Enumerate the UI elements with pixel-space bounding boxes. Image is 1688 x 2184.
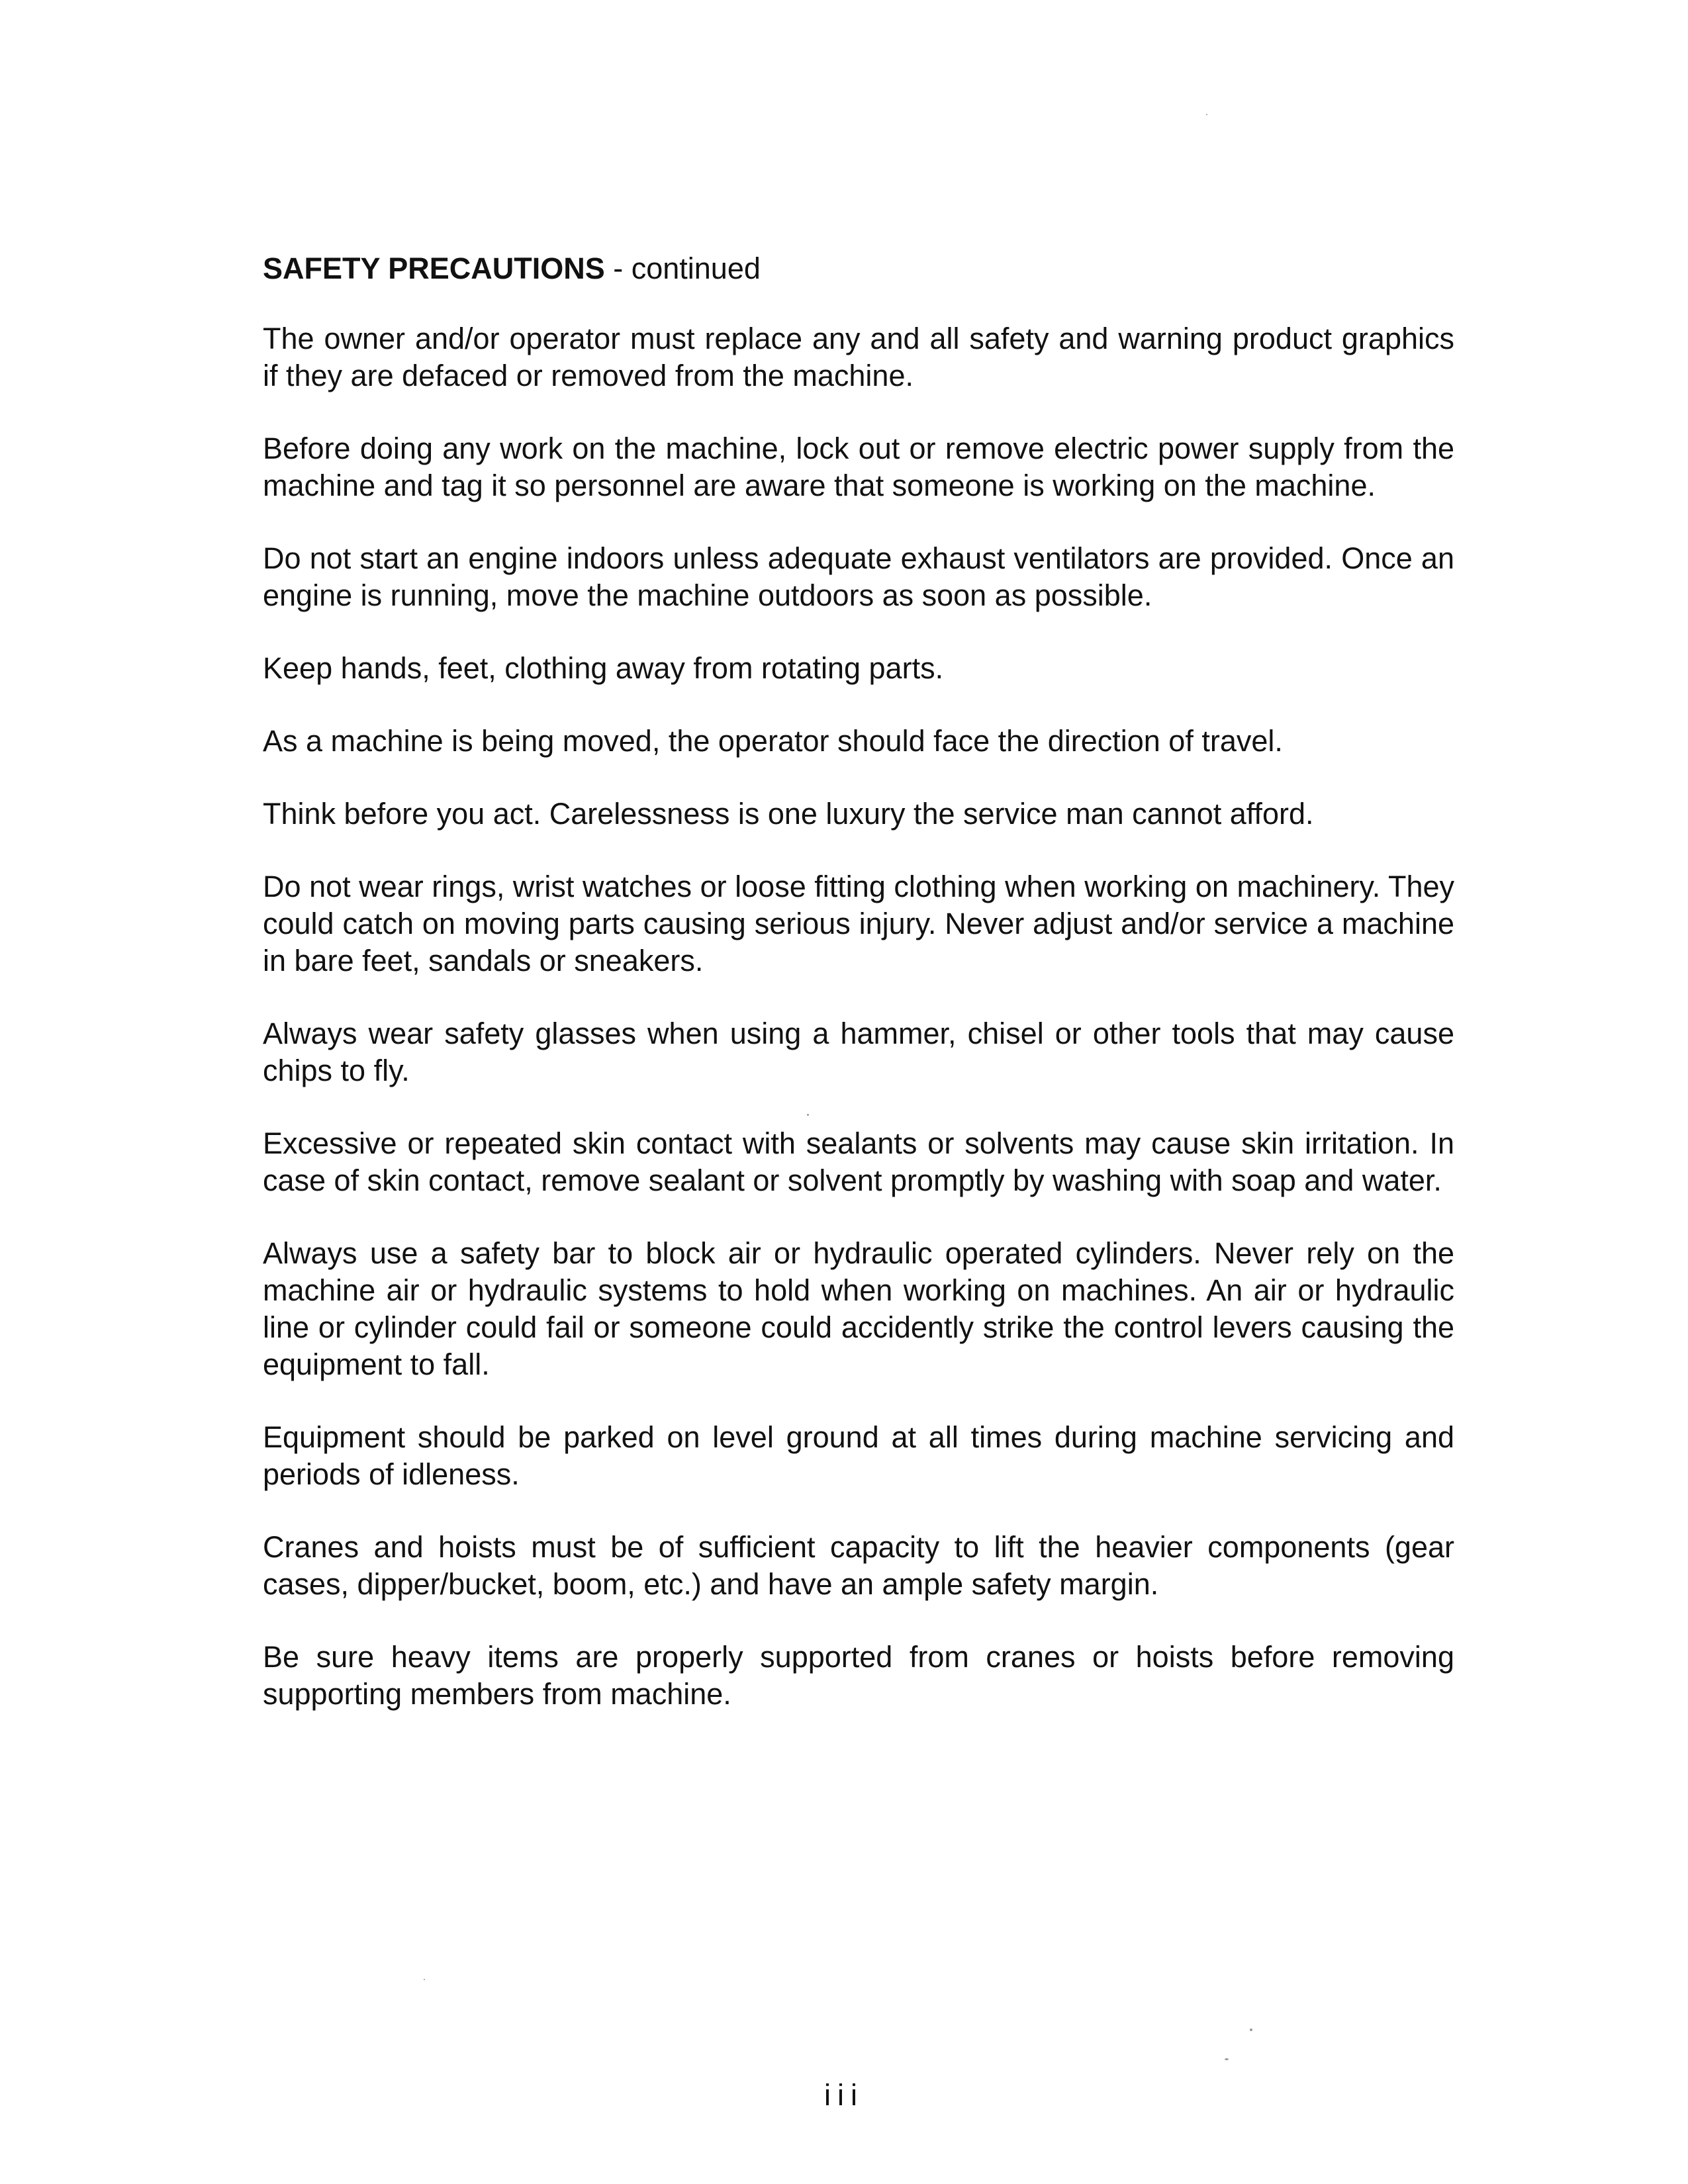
paragraph-direction-of-travel: As a machine is being moved, the operator should face the direction of travel. bbox=[263, 724, 1283, 758]
scan-speck bbox=[1225, 2058, 1229, 2060]
paragraph-graphics: The owner and/or operator must replace any and all safety and warning product graphics if they are defaced or removed from the machine. bbox=[263, 322, 1454, 392]
paragraph-heavy-items: Be sure heavy items are properly supported from cranes or hoists before removing supporting members from machine. bbox=[263, 1640, 1454, 1711]
section-title: SAFETY PRECAUTIONS bbox=[263, 251, 605, 285]
paragraph-level-ground: Equipment should be parked on level ground at all times during machine servicing and periods of idleness. bbox=[263, 1420, 1454, 1491]
paragraph-safety-glasses: Always wear safety glasses when using a hammer, chisel or other tools that may cause chips to fly. bbox=[263, 1017, 1454, 1087]
paragraph-safety-bar: Always use a safety bar to block air or hydraulic operated cylinders. Never rely on the machine air or hydraulic systems to hold when working on machines. An air or hydraulic line or cylinder could fail or someone could accidently strike the control levers causing the equipment to fall. bbox=[263, 1236, 1454, 1381]
section-heading bbox=[263, 250, 1454, 287]
scan-speck bbox=[1250, 2028, 1252, 2031]
paragraph-cranes-hoists: Cranes and hoists must be of sufficient capacity to lift the heavier components (gear cases, dipper/bucket, boom, etc.) and have an ample safety margin. bbox=[263, 1530, 1454, 1601]
paragraph-engine-indoors: Do not start an engine indoors unless adequate exhaust ventilators are provided. Once an engine is running, move the machine outdoors as soon as possible. bbox=[263, 541, 1454, 612]
page-content bbox=[263, 250, 1454, 1749]
scan-speck bbox=[424, 1979, 425, 1980]
paragraph-rotating-parts: Keep hands, feet, clothing away from rotating parts. bbox=[263, 651, 944, 685]
paragraph-think-before-act: Think before you act. Carelessness is one luxury the service man cannot afford. bbox=[263, 797, 1314, 831]
page-number: iii bbox=[824, 2078, 864, 2112]
scan-speck bbox=[807, 1114, 809, 1116]
paragraph-lockout: Before doing any work on the machine, lock out or remove electric power supply from the machine and tag it so personnel are aware that someone is working on the machine. bbox=[263, 432, 1454, 502]
paragraph-clothing: Do not wear rings, wrist watches or loose fitting clothing when working on machinery. They could catch on moving parts causing serious injury. Never adjust and/or service a machine in bare feet, sandals or sneakers. bbox=[263, 870, 1454, 978]
paragraph-skin-contact: Excessive or repeated skin contact with sealants or solvents may cause skin irritation. In case of skin contact, remove sealant or solvent promptly by washing with soap and water. bbox=[263, 1126, 1454, 1197]
section-title-suffix: - continued bbox=[604, 251, 761, 285]
scan-speck bbox=[1206, 114, 1207, 115]
